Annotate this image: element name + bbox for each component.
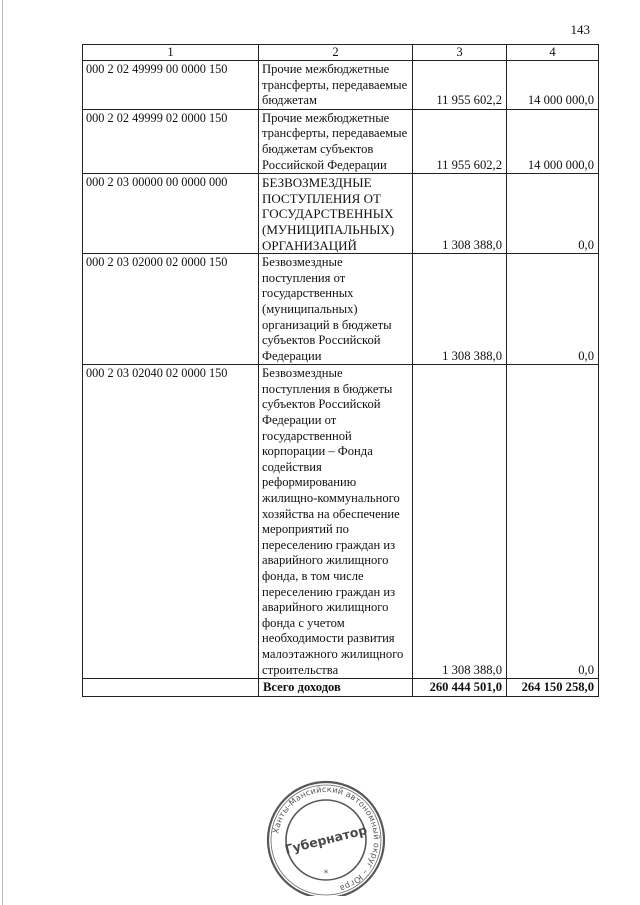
amount-col3: 1 308 388,0 bbox=[413, 254, 507, 365]
amount-col4: 0,0 bbox=[507, 365, 599, 679]
total-col3: 260 444 501,0 bbox=[413, 679, 507, 697]
budget-code: 000 2 03 02040 02 0000 150 bbox=[83, 365, 259, 679]
income-name: Прочие межбюджетные трансферты, передаваемые бюджетам bbox=[259, 61, 413, 110]
budget-code: 000 2 03 00000 00 0000 000 bbox=[83, 174, 259, 254]
column-header: 3 bbox=[413, 45, 507, 61]
total-col4: 264 150 258,0 bbox=[507, 679, 599, 697]
amount-col3: 1 308 388,0 bbox=[413, 174, 507, 254]
table-row bbox=[83, 174, 599, 254]
total-row bbox=[83, 679, 599, 697]
income-name: Безвозмездные поступления от государственных (муниципальных) организаций в бюджеты субъектов Российской Федерации bbox=[259, 254, 413, 365]
amount-col4: 14 000 000,0 bbox=[507, 61, 599, 110]
table-row bbox=[83, 254, 599, 365]
page-edge-line bbox=[2, 0, 3, 905]
page-number: 143 bbox=[570, 22, 590, 37]
column-header: 4 bbox=[507, 45, 599, 61]
income-name: БЕЗВОЗМЕЗДНЫЕ ПОСТУПЛЕНИЯ ОТ ГОСУДАРСТВЕННЫХ (МУНИЦИПАЛЬНЫХ) ОРГАНИЗАЦИЙ bbox=[259, 174, 413, 254]
income-name: Прочие межбюджетные трансферты, передаваемые бюджетам субъектов Российской Федерации bbox=[259, 109, 413, 173]
table-row bbox=[83, 61, 599, 110]
amount-col3: 11 955 602,2 bbox=[413, 61, 507, 110]
amount-col3: 11 955 602,2 bbox=[413, 109, 507, 173]
budget-code: 000 2 02 49999 00 0000 150 bbox=[83, 61, 259, 110]
table-row bbox=[83, 109, 599, 173]
seal-star-icon: * bbox=[323, 869, 329, 879]
income-name: Безвозмездные поступления в бюджеты субъектов Российской Федерации от государственной корпорации – Фонда содействия реформированию жилищно-коммунального хозяйства на обеспечение мероприятий по переселению граждан из аварийного жилищного фонда, в том числе переселению граждан из аварийного жилищного фонда с учетом необходимости развития малоэтажного жилищного строительства bbox=[259, 365, 413, 679]
column-header: 1 bbox=[83, 45, 259, 61]
revenue-table bbox=[82, 44, 599, 697]
seal-center-text: Губернатор bbox=[283, 822, 369, 857]
budget-code: 000 2 02 49999 02 0000 150 bbox=[83, 109, 259, 173]
amount-col4: 0,0 bbox=[507, 174, 599, 254]
budget-code: 000 2 03 02000 02 0000 150 bbox=[83, 254, 259, 365]
seal-ring-text: Ханты-Мансийский автономный округ – Югра bbox=[270, 783, 383, 894]
column-header: 2 bbox=[259, 45, 413, 61]
governor-seal bbox=[258, 778, 394, 896]
total-empty-cell bbox=[83, 679, 259, 697]
amount-col4: 14 000 000,0 bbox=[507, 109, 599, 173]
table-row bbox=[83, 365, 599, 679]
table-header-row bbox=[83, 45, 599, 61]
amount-col3: 1 308 388,0 bbox=[413, 365, 507, 679]
amount-col4: 0,0 bbox=[507, 254, 599, 365]
total-label: Всего доходов bbox=[259, 679, 413, 697]
